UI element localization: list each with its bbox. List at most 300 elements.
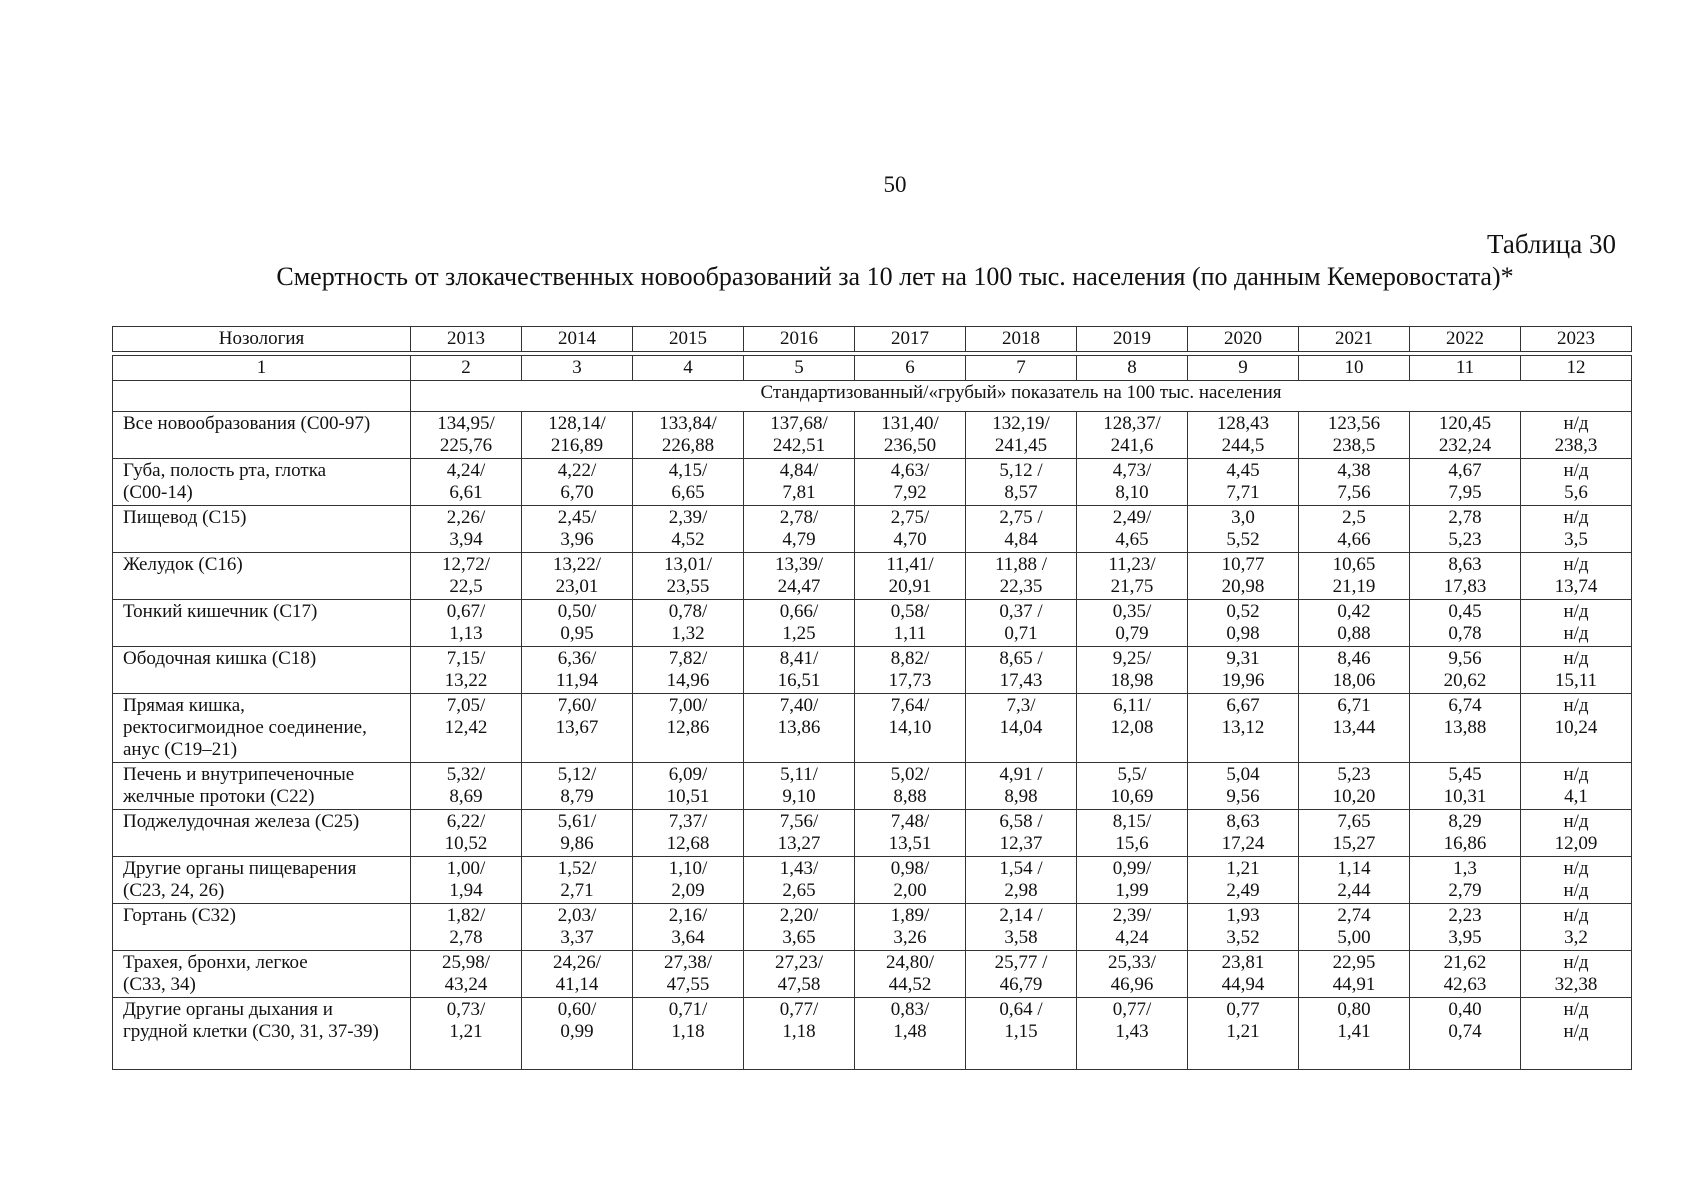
crude-value: 47,55 <box>666 974 710 995</box>
standardized-value: 1,21 <box>1226 858 1260 879</box>
crude-value: 9,86 <box>560 833 594 854</box>
standardized-value: 6,74 <box>1448 695 1482 716</box>
standardized-value: 0,40 <box>1448 999 1482 1020</box>
value-cell <box>1077 553 1188 600</box>
column-number: 9 <box>1188 356 1299 381</box>
value-cell <box>1188 647 1299 694</box>
standardized-value: 7,82/ <box>668 648 708 669</box>
column-number: 4 <box>633 356 744 381</box>
standardized-value: 4,84/ <box>779 460 819 481</box>
standardized-value: 23,81 <box>1221 952 1265 973</box>
crude-value: 5,23 <box>1448 529 1482 550</box>
value-cell <box>411 951 522 998</box>
crude-value: 0,79 <box>1115 623 1149 644</box>
standardized-value: 0,77 <box>1226 999 1260 1020</box>
standardized-value: 133,84/ <box>659 413 717 434</box>
standardized-value: 2,23 <box>1448 905 1482 926</box>
standardized-value: н/д <box>1563 811 1589 832</box>
standardized-value: 2,26/ <box>446 507 486 528</box>
value-cell <box>1077 904 1188 951</box>
value-cell <box>1521 459 1632 506</box>
column-number: 2 <box>411 356 522 381</box>
table-body <box>113 327 1632 1070</box>
column-number: 6 <box>855 356 966 381</box>
standardized-value: 12,72/ <box>441 554 491 575</box>
crude-value: 7,56 <box>1337 482 1371 503</box>
standardized-value: 128,43 <box>1216 413 1270 434</box>
value-cell <box>1299 951 1410 998</box>
standardized-value: 21,62 <box>1443 952 1487 973</box>
standardized-value: 8,41/ <box>779 648 819 669</box>
header-year: 2022 <box>1410 327 1521 352</box>
value-cell <box>855 600 966 647</box>
table-title: Смертность от злокачественных новообразований за 10 лет на 100 тыс. населения (по данным Кемеровостата)* <box>276 262 1514 291</box>
standardized-value: 24,80/ <box>885 952 935 973</box>
crude-value: 24,47 <box>777 576 821 597</box>
crude-value: 2,71 <box>560 880 594 901</box>
crude-value: 216,89 <box>550 435 604 456</box>
value-cell <box>1188 694 1299 763</box>
standardized-value: н/д <box>1563 460 1589 481</box>
standardized-value: 13,01/ <box>663 554 713 575</box>
crude-value: 13,88 <box>1443 717 1487 738</box>
standardized-value: 11,41/ <box>886 554 934 575</box>
value-cell <box>522 951 633 998</box>
crude-value: 17,83 <box>1443 576 1487 597</box>
crude-value: 11,94 <box>555 670 599 691</box>
value-cell <box>1299 904 1410 951</box>
value-cell <box>1521 506 1632 553</box>
standardized-value: 1,10/ <box>668 858 708 879</box>
crude-value: 1,25 <box>782 623 816 644</box>
value-cell <box>633 810 744 857</box>
crude-value: 5,00 <box>1337 927 1371 948</box>
value-cell <box>522 647 633 694</box>
column-number: 5 <box>744 356 855 381</box>
crude-value: 22,35 <box>999 576 1043 597</box>
standardized-value: 0,83/ <box>890 999 930 1020</box>
standardized-value: 0,78/ <box>668 601 708 622</box>
standardized-value: 8,82/ <box>890 648 930 669</box>
nosology-name-line: грудной клетки (С30, 31, 37-39) <box>123 1021 379 1042</box>
standardized-value: 1,54 / <box>999 858 1043 879</box>
standardized-value: 2,03/ <box>557 905 597 926</box>
crude-value: 17,73 <box>888 670 932 691</box>
standardized-value: 0,50/ <box>557 601 597 622</box>
value-cell <box>1521 412 1632 459</box>
value-cell <box>1188 998 1299 1070</box>
value-cell <box>744 506 855 553</box>
crude-value: 4,70 <box>893 529 927 550</box>
crude-value: 5,52 <box>1226 529 1260 550</box>
nosology-name-line: Другие органы пищеварения <box>123 858 357 879</box>
value-cell <box>744 553 855 600</box>
crude-value: 225,76 <box>439 435 493 456</box>
nosology-name <box>113 694 411 763</box>
crude-value: 1,18 <box>671 1021 705 1042</box>
header-year: 2020 <box>1188 327 1299 352</box>
nosology-name-line: ректосигмоидное соединение, <box>123 717 367 738</box>
value-cell <box>1077 459 1188 506</box>
standardized-value: 2,39/ <box>1112 905 1152 926</box>
value-cell <box>633 506 744 553</box>
table-row <box>113 904 1632 951</box>
standardized-value: 0,77/ <box>779 999 819 1020</box>
value-cell <box>744 951 855 998</box>
crude-value: 241,45 <box>994 435 1048 456</box>
crude-value: 32,38 <box>1554 974 1598 995</box>
value-cell <box>966 412 1077 459</box>
value-cell <box>1077 810 1188 857</box>
crude-value: 18,06 <box>1332 670 1376 691</box>
standardized-value: 10,65 <box>1332 554 1376 575</box>
standardized-value: 0,42 <box>1337 601 1371 622</box>
crude-value: 23,55 <box>666 576 710 597</box>
standardized-value: н/д <box>1563 413 1589 434</box>
table-row <box>113 553 1632 600</box>
header-row <box>113 327 1632 352</box>
nosology-name <box>113 951 411 998</box>
standardized-value: 2,49/ <box>1112 507 1152 528</box>
crude-value: 44,94 <box>1221 974 1265 995</box>
crude-value: 3,95 <box>1448 927 1482 948</box>
value-cell <box>855 904 966 951</box>
value-cell <box>633 600 744 647</box>
value-cell <box>522 506 633 553</box>
crude-value: 8,10 <box>1115 482 1149 503</box>
value-cell <box>633 951 744 998</box>
standardized-value: н/д <box>1563 695 1589 716</box>
nosology-name <box>113 459 411 506</box>
value-cell <box>744 694 855 763</box>
column-number: 8 <box>1077 356 1188 381</box>
crude-value: 2,98 <box>1004 880 1038 901</box>
standardized-value: 4,24/ <box>446 460 486 481</box>
crude-value: 15,27 <box>1332 833 1376 854</box>
indicator-blank <box>113 381 411 412</box>
standardized-value: 6,11/ <box>1113 695 1151 716</box>
crude-value: 226,88 <box>661 435 715 456</box>
crude-value: 16,51 <box>777 670 821 691</box>
standardized-value: 2,75 / <box>999 507 1043 528</box>
standardized-value: н/д <box>1563 507 1589 528</box>
header-year: 2014 <box>522 327 633 352</box>
crude-value: 12,08 <box>1110 717 1154 738</box>
nosology-name-line: Пищевод (С15) <box>123 507 247 528</box>
crude-value: 6,65 <box>671 482 705 503</box>
value-cell <box>744 647 855 694</box>
crude-value: 0,78 <box>1448 623 1482 644</box>
crude-value: 2,44 <box>1337 880 1371 901</box>
standardized-value: н/д <box>1563 648 1589 669</box>
value-cell <box>633 412 744 459</box>
standardized-value: 2,20/ <box>779 905 819 926</box>
crude-value: 23,01 <box>555 576 599 597</box>
value-cell <box>1410 810 1521 857</box>
crude-value: 238,3 <box>1554 435 1598 456</box>
value-cell <box>1521 998 1632 1070</box>
crude-value: 13,27 <box>777 833 821 854</box>
standardized-value: 4,38 <box>1337 460 1371 481</box>
crude-value: 22,5 <box>449 576 483 597</box>
crude-value: 16,86 <box>1443 833 1487 854</box>
standardized-value: 0,66/ <box>779 601 819 622</box>
value-cell <box>855 951 966 998</box>
value-cell <box>966 600 1077 647</box>
crude-value: 7,92 <box>893 482 927 503</box>
value-cell <box>855 506 966 553</box>
crude-value: н/д <box>1563 1021 1589 1042</box>
nosology-name-line: (С23, 24, 26) <box>123 880 225 901</box>
value-cell <box>1188 904 1299 951</box>
value-cell <box>1077 694 1188 763</box>
crude-value: 0,99 <box>560 1021 594 1042</box>
standardized-value: 6,58 / <box>999 811 1043 832</box>
value-cell <box>1521 553 1632 600</box>
value-cell <box>411 600 522 647</box>
standardized-value: 1,3 <box>1453 858 1477 879</box>
standardized-value: 3,0 <box>1231 507 1255 528</box>
standardized-value: 2,5 <box>1342 507 1366 528</box>
nosology-name-line: Тонкий кишечник (С17) <box>123 601 318 622</box>
crude-value: 3,94 <box>449 529 483 550</box>
crude-value: 9,10 <box>782 786 816 807</box>
crude-value: 7,95 <box>1448 482 1482 503</box>
value-cell <box>411 763 522 810</box>
value-cell <box>855 553 966 600</box>
value-cell <box>1299 459 1410 506</box>
crude-value: 6,70 <box>560 482 594 503</box>
value-cell <box>1410 694 1521 763</box>
crude-value: 3,96 <box>560 529 594 550</box>
value-cell <box>1299 506 1410 553</box>
standardized-value: 6,36/ <box>557 648 597 669</box>
crude-value: 15,11 <box>1554 670 1598 691</box>
value-cell <box>1188 951 1299 998</box>
standardized-value: 11,88 / <box>994 554 1048 575</box>
value-cell <box>411 553 522 600</box>
value-cell <box>1299 694 1410 763</box>
value-cell <box>966 998 1077 1070</box>
value-cell <box>1410 600 1521 647</box>
value-cell <box>744 459 855 506</box>
crude-value: 12,09 <box>1554 833 1598 854</box>
standardized-value: 25,98/ <box>441 952 491 973</box>
value-cell <box>855 459 966 506</box>
crude-value: 6,61 <box>449 482 483 503</box>
nosology-name-line: Губа, полость рта, глотка <box>123 460 327 481</box>
standardized-value: 5,45 <box>1448 764 1482 785</box>
value-cell <box>1077 951 1188 998</box>
standardized-value: 2,45/ <box>557 507 597 528</box>
crude-value: 10,51 <box>666 786 710 807</box>
header-year: 2018 <box>966 327 1077 352</box>
crude-value: 9,56 <box>1226 786 1260 807</box>
crude-value: 13,44 <box>1332 717 1376 738</box>
standardized-value: 8,15/ <box>1112 811 1152 832</box>
nosology-name-line: Гортань (С32) <box>123 905 236 926</box>
crude-value: 15,6 <box>1115 833 1149 854</box>
crude-value: 10,52 <box>444 833 488 854</box>
nosology-name <box>113 506 411 553</box>
value-cell <box>1077 600 1188 647</box>
table-label: Таблица 30 <box>1487 229 1616 259</box>
standardized-value: н/д <box>1563 999 1589 1020</box>
standardized-value: 5,12/ <box>557 764 597 785</box>
column-number: 3 <box>522 356 633 381</box>
crude-value: 44,52 <box>888 974 932 995</box>
standardized-value: 25,33/ <box>1107 952 1157 973</box>
standardized-value: 27,23/ <box>774 952 824 973</box>
table-row <box>113 763 1632 810</box>
value-cell <box>1299 553 1410 600</box>
crude-value: н/д <box>1563 880 1589 901</box>
crude-value: 21,75 <box>1110 576 1154 597</box>
crude-value: 1,18 <box>782 1021 816 1042</box>
crude-value: 13,67 <box>555 717 599 738</box>
standardized-value: н/д <box>1563 601 1589 622</box>
crude-value: 2,65 <box>782 880 816 901</box>
table-row <box>113 600 1632 647</box>
value-cell <box>411 810 522 857</box>
standardized-value: 10,77 <box>1221 554 1265 575</box>
standardized-value: 120,45 <box>1438 413 1492 434</box>
column-number: 7 <box>966 356 1077 381</box>
crude-value: 4,52 <box>671 529 705 550</box>
value-cell <box>522 412 633 459</box>
crude-value: 232,24 <box>1438 435 1492 456</box>
value-cell <box>744 857 855 904</box>
crude-value: 1,13 <box>449 623 483 644</box>
crude-value: 242,51 <box>772 435 826 456</box>
value-cell <box>744 763 855 810</box>
crude-value: 1,21 <box>1226 1021 1260 1042</box>
header-year: 2023 <box>1521 327 1632 352</box>
standardized-value: 2,75/ <box>890 507 930 528</box>
crude-value: 238,5 <box>1332 435 1376 456</box>
standardized-value: 4,22/ <box>557 460 597 481</box>
table-row <box>113 951 1632 998</box>
standardized-value: 5,02/ <box>890 764 930 785</box>
value-cell <box>633 998 744 1070</box>
crude-value: 20,98 <box>1221 576 1265 597</box>
standardized-value: 4,73/ <box>1112 460 1152 481</box>
standardized-value: 134,95/ <box>437 413 495 434</box>
value-cell <box>1521 694 1632 763</box>
standardized-value: 0,77/ <box>1112 999 1152 1020</box>
standardized-value: 5,61/ <box>557 811 597 832</box>
nosology-name <box>113 904 411 951</box>
value-cell <box>1077 763 1188 810</box>
value-cell <box>1188 412 1299 459</box>
standardized-value: н/д <box>1563 764 1589 785</box>
crude-value: 19,96 <box>1221 670 1265 691</box>
standardized-value: 1,93 <box>1226 905 1260 926</box>
value-cell <box>744 412 855 459</box>
crude-value: 1,41 <box>1337 1021 1371 1042</box>
crude-value: 5,6 <box>1564 482 1588 503</box>
standardized-value: 128,37/ <box>1103 413 1161 434</box>
value-cell <box>522 904 633 951</box>
crude-value: 7,71 <box>1226 482 1260 503</box>
header-nosology: Нозология <box>113 327 411 352</box>
value-cell <box>1410 647 1521 694</box>
table-row <box>113 810 1632 857</box>
standardized-value: 0,73/ <box>446 999 486 1020</box>
standardized-value: н/д <box>1563 554 1589 575</box>
standardized-value: 1,14 <box>1337 858 1371 879</box>
standardized-value: 11,23/ <box>1108 554 1156 575</box>
value-cell <box>1188 810 1299 857</box>
crude-value: 3,2 <box>1564 927 1588 948</box>
standardized-value: 5,32/ <box>446 764 486 785</box>
crude-value: 3,26 <box>893 927 927 948</box>
crude-value: 0,71 <box>1004 623 1038 644</box>
indicator-row <box>113 381 1632 412</box>
value-cell <box>1188 600 1299 647</box>
standardized-value: 4,63/ <box>890 460 930 481</box>
value-cell <box>1410 553 1521 600</box>
standardized-value: 0,35/ <box>1112 601 1152 622</box>
crude-value: 8,69 <box>449 786 483 807</box>
crude-value: 17,43 <box>999 670 1043 691</box>
value-cell <box>1521 951 1632 998</box>
standardized-value: 27,38/ <box>663 952 713 973</box>
value-cell <box>744 998 855 1070</box>
standardized-value: 6,71 <box>1337 695 1371 716</box>
crude-value: 1,48 <box>893 1021 927 1042</box>
crude-value: 8,57 <box>1004 482 1038 503</box>
value-cell <box>1521 810 1632 857</box>
value-cell <box>522 553 633 600</box>
crude-value: 10,31 <box>1443 786 1487 807</box>
value-cell <box>966 553 1077 600</box>
value-cell <box>1299 647 1410 694</box>
value-cell <box>1077 506 1188 553</box>
standardized-value: 0,71/ <box>668 999 708 1020</box>
standardized-value: 9,25/ <box>1112 648 1152 669</box>
crude-value: 12,86 <box>666 717 710 738</box>
value-cell <box>411 506 522 553</box>
crude-value: 4,84 <box>1004 529 1038 550</box>
crude-value: 1,21 <box>449 1021 483 1042</box>
standardized-value: 8,63 <box>1226 811 1260 832</box>
standardized-value: 2,14 / <box>999 905 1043 926</box>
crude-value: 42,63 <box>1443 974 1487 995</box>
crude-value: 0,98 <box>1226 623 1260 644</box>
standardized-value: 24,26/ <box>552 952 602 973</box>
value-cell <box>1521 904 1632 951</box>
standardized-value: н/д <box>1563 905 1589 926</box>
indicator-label: Стандартизованный/«грубый» показатель на 100 тыс. населения <box>411 381 1632 412</box>
value-cell <box>1410 998 1521 1070</box>
value-cell <box>1299 412 1410 459</box>
crude-value: 2,00 <box>893 880 927 901</box>
standardized-value: н/д <box>1563 858 1589 879</box>
standardized-value: 1,89/ <box>890 905 930 926</box>
nosology-name <box>113 412 411 459</box>
nosology-name-line: Все новообразования (С00-97) <box>123 413 371 434</box>
value-cell <box>855 998 966 1070</box>
crude-value: 3,52 <box>1226 927 1260 948</box>
crude-value: 1,32 <box>671 623 705 644</box>
standardized-value: 8,65 / <box>999 648 1043 669</box>
value-cell <box>1299 810 1410 857</box>
table-row <box>113 998 1632 1070</box>
value-cell <box>744 810 855 857</box>
standardized-value: 0,98/ <box>890 858 930 879</box>
standardized-value: 132,19/ <box>992 413 1050 434</box>
